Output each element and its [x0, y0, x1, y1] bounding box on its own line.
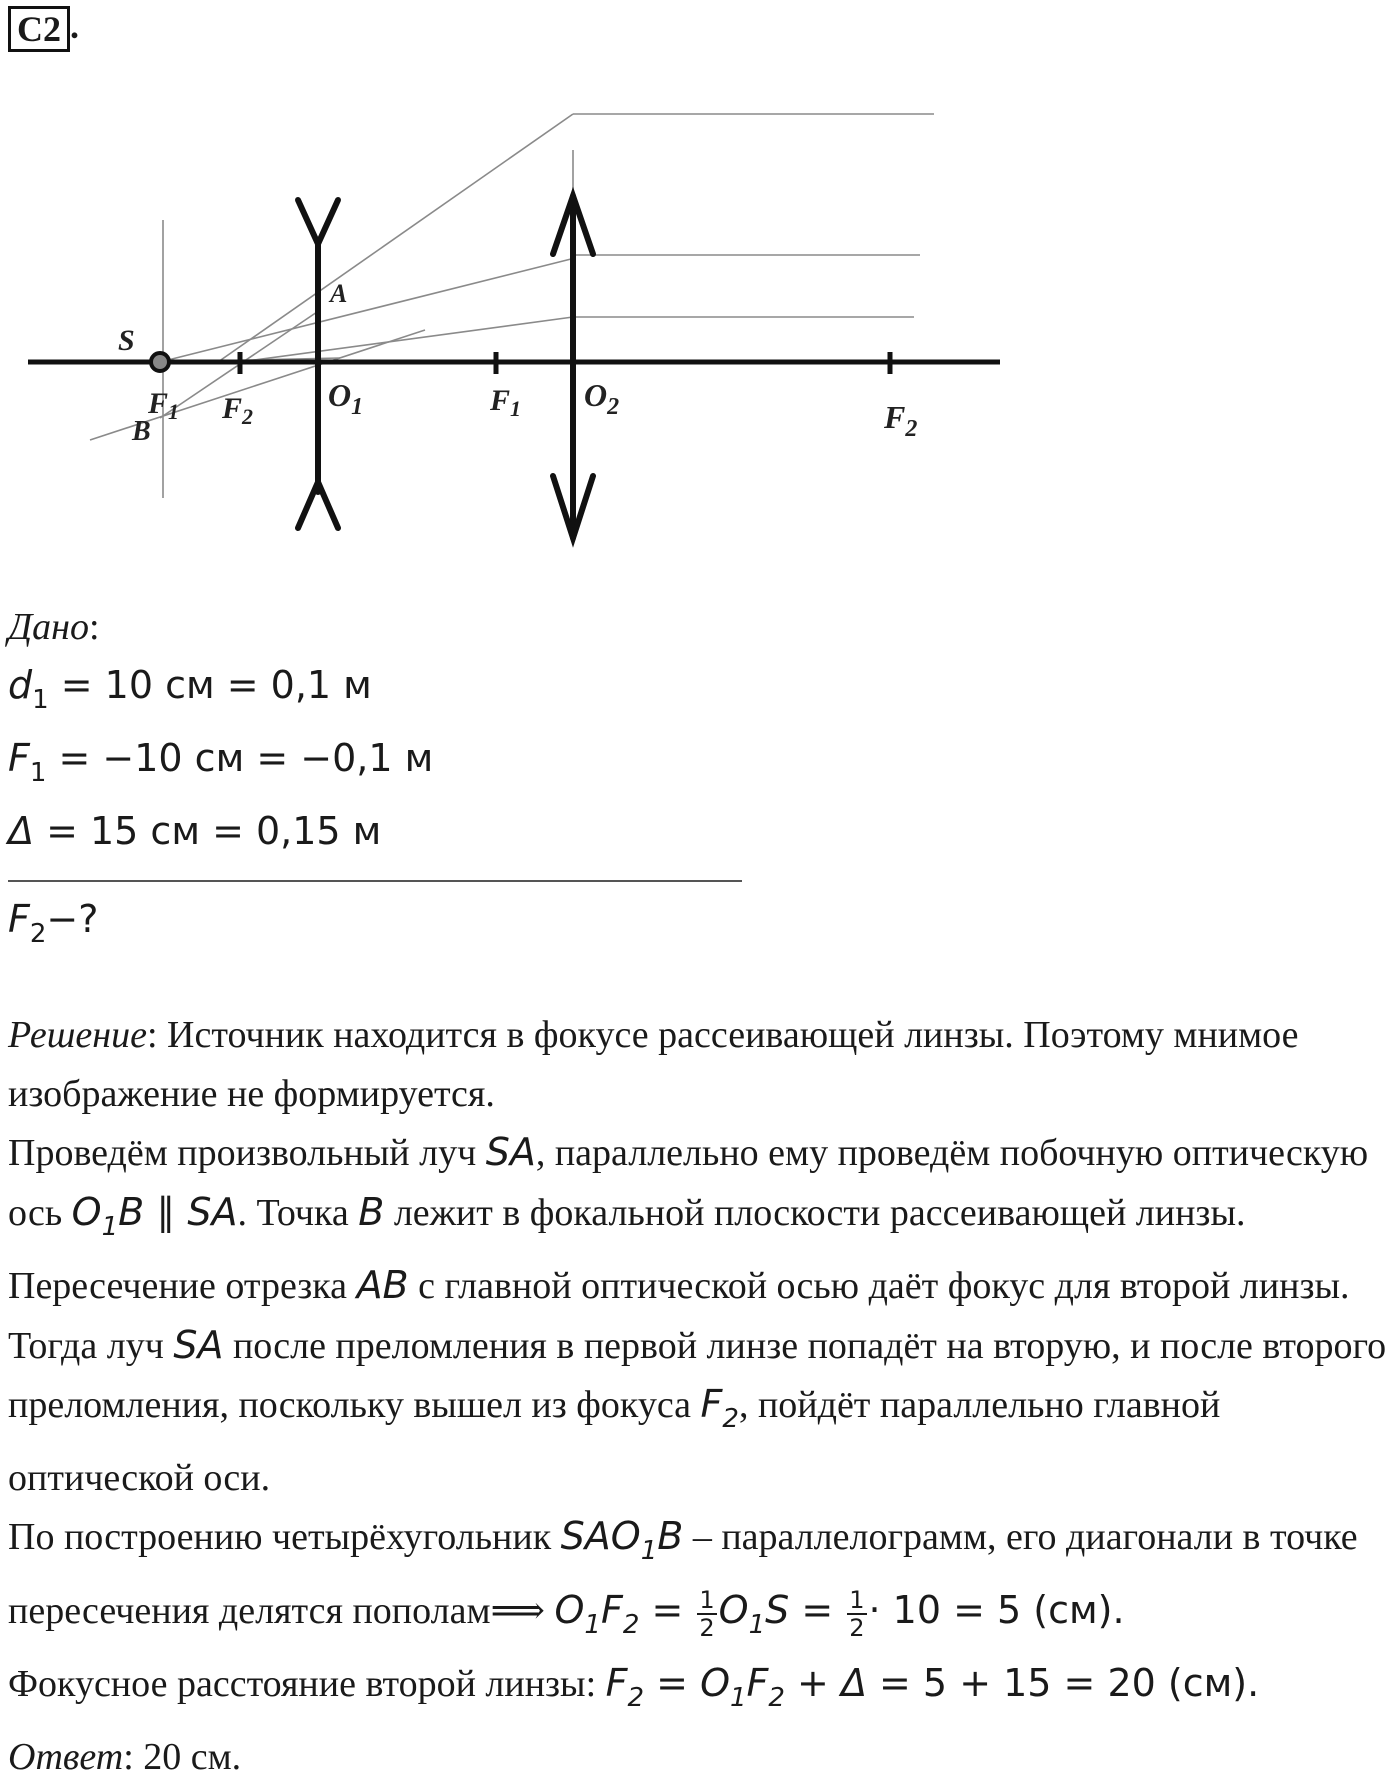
label-S: S: [118, 324, 135, 357]
problem-number-box: C2: [8, 6, 70, 52]
label-O2: $O_2$: [584, 377, 619, 420]
lens-diagram: [0, 90, 1000, 550]
label-F2-left: $F_2$: [221, 392, 253, 429]
solution-block: [8, 1006, 1400, 1786]
solution-paragraph-2: Проведём произвольный луч SA, параллельно ему проведём побочную оптическую ось $O_1B$ ∥ SA. Точка B лежит в фокальной плоскости рассеивающей линзы. Пересечение отрезка AB с главной оптической осью даёт фокус для второй линзы. Тогда луч SA после преломления в первой линзе попадёт на вторую, и после второго преломления, поскольку вышел из фокуса $F_2$, пойдёт параллельно главной оптической оси.: [8, 1123, 1400, 1507]
diverging-lens-top: [298, 200, 338, 244]
given-separator: [8, 880, 742, 882]
find-block: $F_2-$?: [8, 890, 98, 963]
given-heading: Дано:: [8, 598, 433, 656]
solution-paragraph-4: Фокусное расстояние второй линзы: $F_2 = O_1F_2 + \Delta = 5 + 15 = 20$ (см).: [8, 1654, 1400, 1728]
label-F2-right: $F_2$: [883, 399, 917, 442]
given-line-d1: $d_1 = 10$ см = 0,1 м: [8, 656, 433, 729]
ray-lower: [240, 317, 573, 362]
ray-SA-long: [160, 258, 575, 362]
given-block: [8, 598, 433, 861]
problem-number-dot: .: [70, 6, 79, 46]
given-line-F1: $F_1 = -10$ см = −0,1 м: [8, 729, 433, 802]
solution-paragraph-3: По построению четырёхугольник $SAO_1B$ – параллелограмм, его диагонали в точке пересечения делятся пополам⟹ $O_1F_2$ = $\frac{1}{2}$ $O_1S$ = $\frac{1}{2}$ · 10 = 5 (см).: [8, 1507, 1400, 1654]
label-B: B: [131, 416, 151, 447]
label-F1-right: $F_1$: [489, 384, 521, 421]
source-point: [151, 353, 169, 371]
solution-paragraph-1: Решение: Источник находится в фокусе рассеивающей линзы. Поэтому мнимое изображение не формируется.: [8, 1006, 1400, 1123]
label-A: A: [328, 279, 347, 308]
diverging-lens-bottom: [298, 482, 338, 528]
label-O1: $O_1$: [328, 377, 363, 420]
label-F1-left: $F_1$: [147, 387, 179, 424]
given-line-delta: Δ = 15 см = 0,15 м: [8, 802, 433, 861]
answer-line: Ответ: 20 см.: [8, 1728, 1400, 1786]
